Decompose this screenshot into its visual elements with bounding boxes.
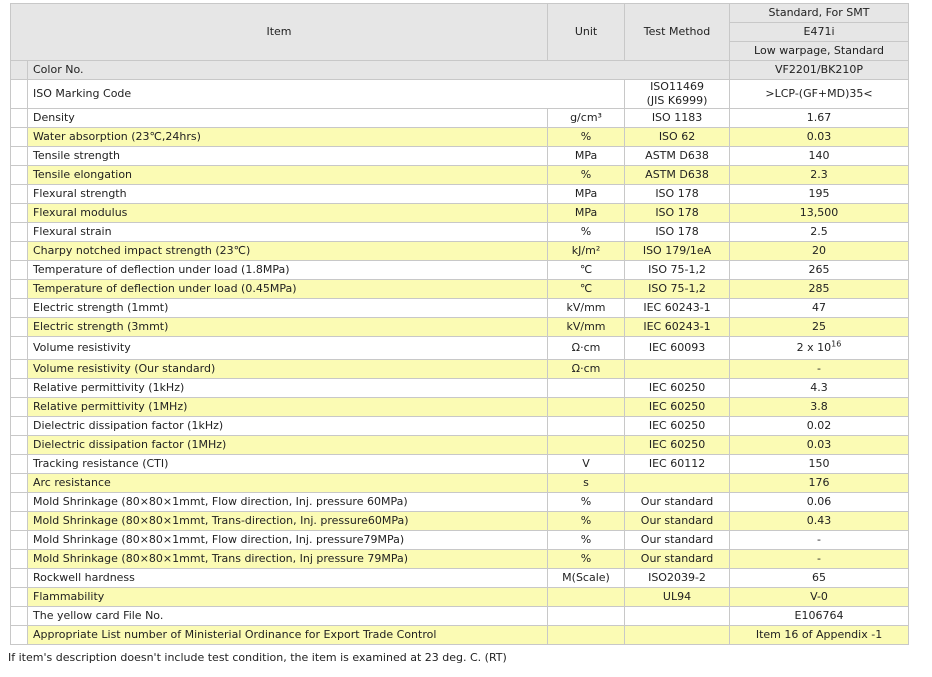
property-row bbox=[11, 626, 909, 645]
row-gutter bbox=[11, 531, 28, 550]
property-test-method: ISO 178 bbox=[625, 204, 730, 223]
color-row bbox=[11, 61, 909, 80]
property-value: 140 bbox=[730, 147, 909, 166]
property-unit bbox=[548, 417, 625, 436]
property-row bbox=[11, 588, 909, 607]
property-value: V-0 bbox=[730, 588, 909, 607]
property-value: 2.5 bbox=[730, 223, 909, 242]
property-row bbox=[11, 531, 909, 550]
property-name: Flexural strength bbox=[28, 185, 548, 204]
property-unit: % bbox=[548, 550, 625, 569]
property-name: Flexural strain bbox=[28, 223, 548, 242]
row-gutter bbox=[11, 626, 28, 645]
iso-marking-label: ISO Marking Code bbox=[28, 80, 625, 109]
property-value: 47 bbox=[730, 299, 909, 318]
property-name: Relative permittivity (1kHz) bbox=[28, 379, 548, 398]
property-value: - bbox=[730, 550, 909, 569]
property-unit: % bbox=[548, 493, 625, 512]
property-value: 195 bbox=[730, 185, 909, 204]
property-name: Charpy notched impact strength (23℃) bbox=[28, 242, 548, 261]
property-name: Electric strength (3mmt) bbox=[28, 318, 548, 337]
property-test-method: ISO 75-1,2 bbox=[625, 280, 730, 299]
row-gutter bbox=[11, 398, 28, 417]
property-name: Water absorption (23℃,24hrs) bbox=[28, 128, 548, 147]
property-row bbox=[11, 147, 909, 166]
property-row bbox=[11, 128, 909, 147]
property-test-method: IEC 60112 bbox=[625, 455, 730, 474]
iso-marking-method-line2: (JIS K6999) bbox=[646, 94, 708, 107]
property-test-method: ISO 178 bbox=[625, 185, 730, 204]
iso-marking-value: >LCP-(GF+MD)35< bbox=[730, 80, 909, 109]
property-name: Flammability bbox=[28, 588, 548, 607]
row-gutter bbox=[11, 223, 28, 242]
property-test-method bbox=[625, 607, 730, 626]
property-value: 0.06 bbox=[730, 493, 909, 512]
property-test-method: ISO 178 bbox=[625, 223, 730, 242]
value-base: 2 x 10 bbox=[796, 341, 832, 354]
properties-table bbox=[10, 3, 909, 645]
property-test-method: IEC 60250 bbox=[625, 398, 730, 417]
property-test-method bbox=[625, 626, 730, 645]
property-test-method: Our standard bbox=[625, 531, 730, 550]
row-gutter bbox=[11, 61, 28, 80]
property-value: - bbox=[730, 531, 909, 550]
property-row bbox=[11, 166, 909, 185]
property-unit: M(Scale) bbox=[548, 569, 625, 588]
value-exponent: 16 bbox=[831, 339, 842, 349]
color-value: VF2201/BK210P bbox=[730, 61, 909, 80]
property-value: 0.03 bbox=[730, 128, 909, 147]
property-unit bbox=[548, 626, 625, 645]
iso-marking-row bbox=[11, 80, 909, 109]
property-row bbox=[11, 280, 909, 299]
property-name: Temperature of deflection under load (1.8MPa) bbox=[28, 261, 548, 280]
property-name: Mold Shrinkage (80×80×1mmt, Trans direction, Inj pressure 79MPa) bbox=[28, 550, 548, 569]
property-unit: % bbox=[548, 531, 625, 550]
property-value: 25 bbox=[730, 318, 909, 337]
property-row bbox=[11, 474, 909, 493]
property-name: Arc resistance bbox=[28, 474, 548, 493]
row-gutter bbox=[11, 109, 28, 128]
property-unit: MPa bbox=[548, 185, 625, 204]
property-unit bbox=[548, 398, 625, 417]
row-gutter bbox=[11, 588, 28, 607]
iso-marking-method-line1: ISO11469 bbox=[650, 80, 704, 93]
property-unit: % bbox=[548, 223, 625, 242]
property-test-method: ASTM D638 bbox=[625, 147, 730, 166]
property-unit: % bbox=[548, 166, 625, 185]
property-unit: kV/mm bbox=[548, 299, 625, 318]
row-gutter bbox=[11, 360, 28, 379]
test-method-header: Test Method bbox=[625, 4, 730, 61]
property-unit bbox=[548, 607, 625, 626]
property-unit: ℃ bbox=[548, 261, 625, 280]
property-row bbox=[11, 512, 909, 531]
property-name: Tensile strength bbox=[28, 147, 548, 166]
property-test-method: Our standard bbox=[625, 493, 730, 512]
property-row bbox=[11, 223, 909, 242]
row-gutter bbox=[11, 280, 28, 299]
row-gutter bbox=[11, 436, 28, 455]
iso-marking-method bbox=[625, 80, 730, 109]
property-row bbox=[11, 436, 909, 455]
property-value: - bbox=[730, 360, 909, 379]
header-row bbox=[11, 4, 909, 23]
property-row bbox=[11, 109, 909, 128]
property-value bbox=[730, 337, 909, 360]
property-value: 65 bbox=[730, 569, 909, 588]
property-row bbox=[11, 318, 909, 337]
row-gutter bbox=[11, 379, 28, 398]
property-test-method: ISO 179/1eA bbox=[625, 242, 730, 261]
property-value: 4.3 bbox=[730, 379, 909, 398]
property-unit: % bbox=[548, 512, 625, 531]
property-row bbox=[11, 299, 909, 318]
property-name: Dielectric dissipation factor (1MHz) bbox=[28, 436, 548, 455]
property-unit bbox=[548, 379, 625, 398]
property-value: 3.8 bbox=[730, 398, 909, 417]
property-test-method: UL94 bbox=[625, 588, 730, 607]
property-name: Relative permittivity (1MHz) bbox=[28, 398, 548, 417]
property-row bbox=[11, 607, 909, 626]
property-value: Item 16 of Appendix -1 bbox=[730, 626, 909, 645]
property-value: 176 bbox=[730, 474, 909, 493]
color-label: Color No. bbox=[28, 61, 730, 80]
property-test-method: IEC 60250 bbox=[625, 379, 730, 398]
property-unit bbox=[548, 436, 625, 455]
property-unit: MPa bbox=[548, 147, 625, 166]
property-unit: % bbox=[548, 128, 625, 147]
property-test-method: ISO 75-1,2 bbox=[625, 261, 730, 280]
property-test-method bbox=[625, 474, 730, 493]
property-name: Tensile elongation bbox=[28, 166, 548, 185]
property-test-method bbox=[625, 360, 730, 379]
property-value: 13,500 bbox=[730, 204, 909, 223]
property-unit: s bbox=[548, 474, 625, 493]
property-value: 285 bbox=[730, 280, 909, 299]
property-row bbox=[11, 550, 909, 569]
property-value: E106764 bbox=[730, 607, 909, 626]
property-unit: kV/mm bbox=[548, 318, 625, 337]
property-value: 0.02 bbox=[730, 417, 909, 436]
property-unit: ℃ bbox=[548, 280, 625, 299]
footnote: If item's description doesn't include test condition, the item is examined at 23 deg. C. (RT) bbox=[8, 651, 507, 664]
property-name: Volume resistivity bbox=[28, 337, 548, 360]
property-name: Electric strength (1mmt) bbox=[28, 299, 548, 318]
property-name: Volume resistivity (Our standard) bbox=[28, 360, 548, 379]
property-value: 2.3 bbox=[730, 166, 909, 185]
property-test-method: Our standard bbox=[625, 512, 730, 531]
property-unit: g/cm³ bbox=[548, 109, 625, 128]
unit-header: Unit bbox=[548, 4, 625, 61]
property-name: The yellow card File No. bbox=[28, 607, 548, 626]
property-row bbox=[11, 337, 909, 360]
property-test-method: IEC 60250 bbox=[625, 436, 730, 455]
row-gutter bbox=[11, 455, 28, 474]
property-unit: Ω·cm bbox=[548, 360, 625, 379]
property-value: 265 bbox=[730, 261, 909, 280]
row-gutter bbox=[11, 607, 28, 626]
property-row bbox=[11, 360, 909, 379]
row-gutter bbox=[11, 569, 28, 588]
row-gutter bbox=[11, 493, 28, 512]
property-value: 150 bbox=[730, 455, 909, 474]
row-gutter bbox=[11, 204, 28, 223]
property-unit: Ω·cm bbox=[548, 337, 625, 360]
property-value: 20 bbox=[730, 242, 909, 261]
property-row bbox=[11, 204, 909, 223]
property-name: Temperature of deflection under load (0.45MPa) bbox=[28, 280, 548, 299]
row-gutter bbox=[11, 550, 28, 569]
property-unit: V bbox=[548, 455, 625, 474]
property-value: 0.43 bbox=[730, 512, 909, 531]
row-gutter bbox=[11, 417, 28, 436]
property-name: Density bbox=[28, 109, 548, 128]
property-row bbox=[11, 379, 909, 398]
property-row bbox=[11, 455, 909, 474]
row-gutter bbox=[11, 128, 28, 147]
property-unit: MPa bbox=[548, 204, 625, 223]
property-name: Flexural modulus bbox=[28, 204, 548, 223]
row-gutter bbox=[11, 80, 28, 109]
property-row bbox=[11, 261, 909, 280]
property-test-method: ISO2039-2 bbox=[625, 569, 730, 588]
property-test-method: IEC 60243-1 bbox=[625, 318, 730, 337]
row-gutter bbox=[11, 147, 28, 166]
grade-category-header: Standard, For SMT bbox=[730, 4, 909, 23]
row-gutter bbox=[11, 261, 28, 280]
property-unit bbox=[548, 588, 625, 607]
row-gutter bbox=[11, 337, 28, 360]
property-test-method: ASTM D638 bbox=[625, 166, 730, 185]
row-gutter bbox=[11, 166, 28, 185]
property-value: 0.03 bbox=[730, 436, 909, 455]
property-name: Tracking resistance (CTI) bbox=[28, 455, 548, 474]
property-test-method: Our standard bbox=[625, 550, 730, 569]
property-value: 1.67 bbox=[730, 109, 909, 128]
row-gutter bbox=[11, 512, 28, 531]
property-test-method: IEC 60093 bbox=[625, 337, 730, 360]
row-gutter bbox=[11, 318, 28, 337]
property-test-method: IEC 60243-1 bbox=[625, 299, 730, 318]
row-gutter bbox=[11, 474, 28, 493]
property-row bbox=[11, 493, 909, 512]
row-gutter bbox=[11, 185, 28, 204]
property-row bbox=[11, 185, 909, 204]
property-test-method: IEC 60250 bbox=[625, 417, 730, 436]
property-name: Rockwell hardness bbox=[28, 569, 548, 588]
row-gutter bbox=[11, 299, 28, 318]
property-row bbox=[11, 242, 909, 261]
grade-description-header: Low warpage, Standard bbox=[730, 42, 909, 61]
property-name: Mold Shrinkage (80×80×1mmt, Trans-direction, Inj. pressure60MPa) bbox=[28, 512, 548, 531]
property-name: Appropriate List number of Ministerial Ordinance for Export Trade Control bbox=[28, 626, 548, 645]
property-name: Dielectric dissipation factor (1kHz) bbox=[28, 417, 548, 436]
property-row bbox=[11, 569, 909, 588]
property-name: Mold Shrinkage (80×80×1mmt, Flow direction, Inj. pressure 60MPa) bbox=[28, 493, 548, 512]
property-row bbox=[11, 417, 909, 436]
property-name: Mold Shrinkage (80×80×1mmt, Flow direction, Inj. pressure79MPa) bbox=[28, 531, 548, 550]
grade-name-header: E471i bbox=[730, 23, 909, 42]
property-unit: kJ/m² bbox=[548, 242, 625, 261]
row-gutter bbox=[11, 242, 28, 261]
property-row bbox=[11, 398, 909, 417]
property-test-method: ISO 62 bbox=[625, 128, 730, 147]
property-test-method: ISO 1183 bbox=[625, 109, 730, 128]
item-header: Item bbox=[11, 4, 548, 61]
